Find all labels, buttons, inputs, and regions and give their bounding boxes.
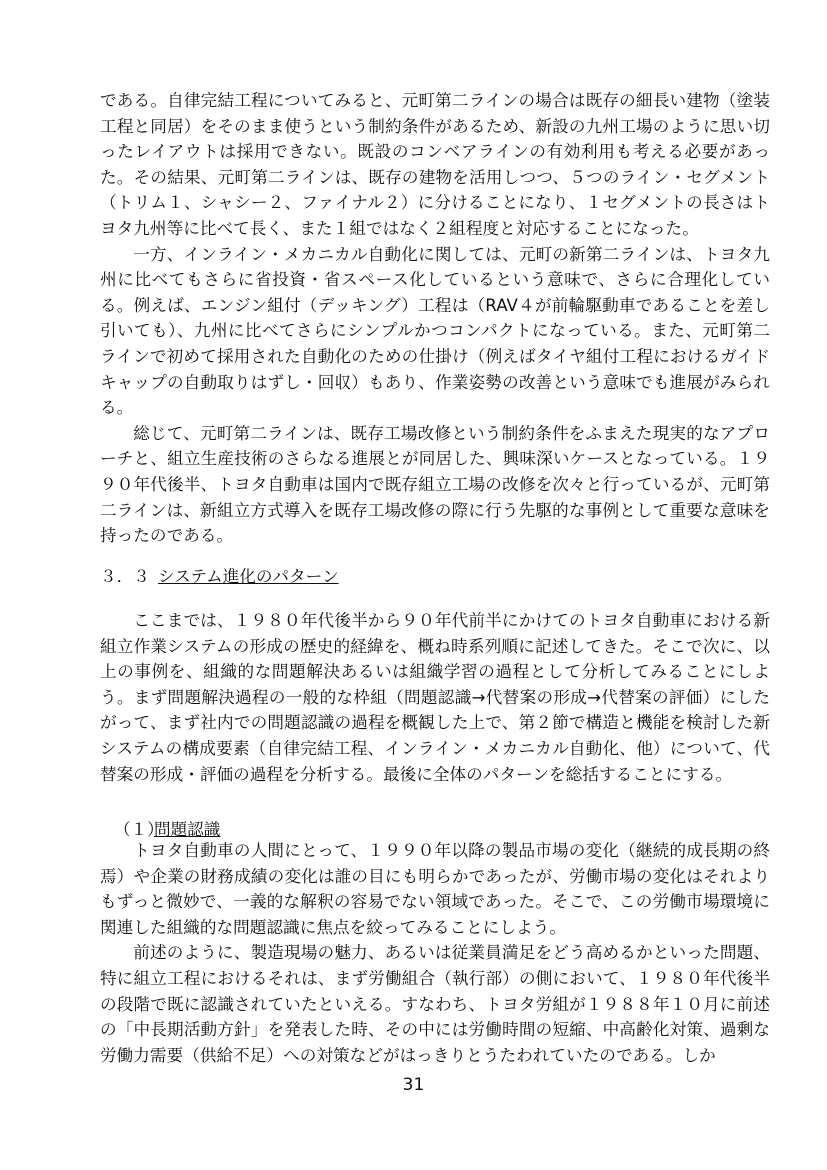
section-heading bbox=[100, 565, 339, 589]
section-title: システム進化のパターン bbox=[158, 567, 339, 586]
subsection-number: （１） bbox=[114, 820, 164, 839]
paragraph: 一方、インライン・メカニカル自動化に関しては、元町の新第二ラインは、トヨタ九州に比べてもさらに省投資・省スペース化しているという意味で、さらに合理化している。例えば、エンジン組付（デッキング）工程は（RAV４が前輪駆動車であることを差し引いても）、九州に比べてさらにシンプルかつコンパクトになっている。また、元町第二ラインで初めて採用された自動化のための仕掛け（例えばタイヤ組付工程におけるガイドキャップの自動取りはずし・回収）もあり、作業姿勢の改善という意味でも進展がみられる。 bbox=[100, 244, 770, 418]
text-block-3 bbox=[100, 838, 770, 1068]
paragraph: 総じて、元町第二ラインは、既存工場改修という制約条件をふまえた現実的なアプローチと、組立生産技術のさらなる進展とが同居した、興味深いケースとなっている。１９９０年代後半、トヨタ自動車は国内で既存組立工場の改修を次々と行っているが、元町第二ラインは、新組立方式導入を既存工場改修の際に行う先駆的な事例として重要な意味を持ったのである。 bbox=[100, 423, 770, 546]
paragraph: トヨタ自動車の人間にとって、１９９０年以降の製品市場の変化（継続的成長期の終焉）や企業の財務成績の変化は誰の目にも明らかであったが、労働市場の変化はそれよりもずっと微妙で、一義的な解釈の容易でない領域であった。そこで、この労働市場環境に関連した組織的な問題認識に焦点を絞ってみることにしよう。 bbox=[100, 841, 770, 937]
paragraph: 前述のように、製造現場の魅力、あるいは従業員満足をどう高めるかといった問題、特に組立工程におけるそれは、まず労働組合（執行部）の側において、１９８０年代後半の段階で既に認識されていたといえる。すなわち、トヨタ労組が１９８８年１０月に前述の「中長期活動方針」を発表した時、その中には労働時間の短縮、中高齢化対策、過剰な労働力需要（供給不足）への対策などがはっきりとうたわれていたのである。しか bbox=[100, 943, 770, 1065]
section-number: ３．３ bbox=[100, 567, 150, 586]
text-block-2 bbox=[100, 608, 770, 787]
paragraph: ここまでは、１９８０年代後半から９０年代前半にかけてのトヨタ自動車における新組立作業システムの形成の歴史的経緯を、概ね時系列順に記述してきた。そこで次に、以上の事例を、組織的な問題解決あるいは組織学習の過程として分析してみることにしよう。まず問題解決過程の一般的な枠組（問題認識→代替案の形成→代替案の評価）にしたがって、まず社内での問題認識の過程を概観した上で、第２節で構造と機能を検討した新システムの構成要素（自律完結工程、インライン・メカニカル自動化、他）について、代替案の形成・評価の過程を分析する。最後に全体のパターンを総括することにする。 bbox=[100, 611, 770, 784]
paragraph: である。自律完結工程についてみると、元町第二ラインの場合は既存の細長い建物（塗装工程と同居）をそのまま使うという制約条件があるため、新設の九州工場のように思い切ったレイアウトは採用できない。既設のコンベアラインの有効利用も考える必要があった。その結果、元町第二ラインは、既存の建物を活用しつつ、５つのライン・セグメント（トリム１、シャシー２、ファイナル２）に分けることになり、１セグメントの長さはトヨタ九州等に比べて長く、また１組ではなく２組程度と対応することになった。 bbox=[100, 91, 770, 238]
text-block-1 bbox=[100, 88, 770, 549]
page-number: 31 bbox=[402, 1075, 425, 1095]
subsection-title: 問題認識 bbox=[154, 820, 221, 839]
